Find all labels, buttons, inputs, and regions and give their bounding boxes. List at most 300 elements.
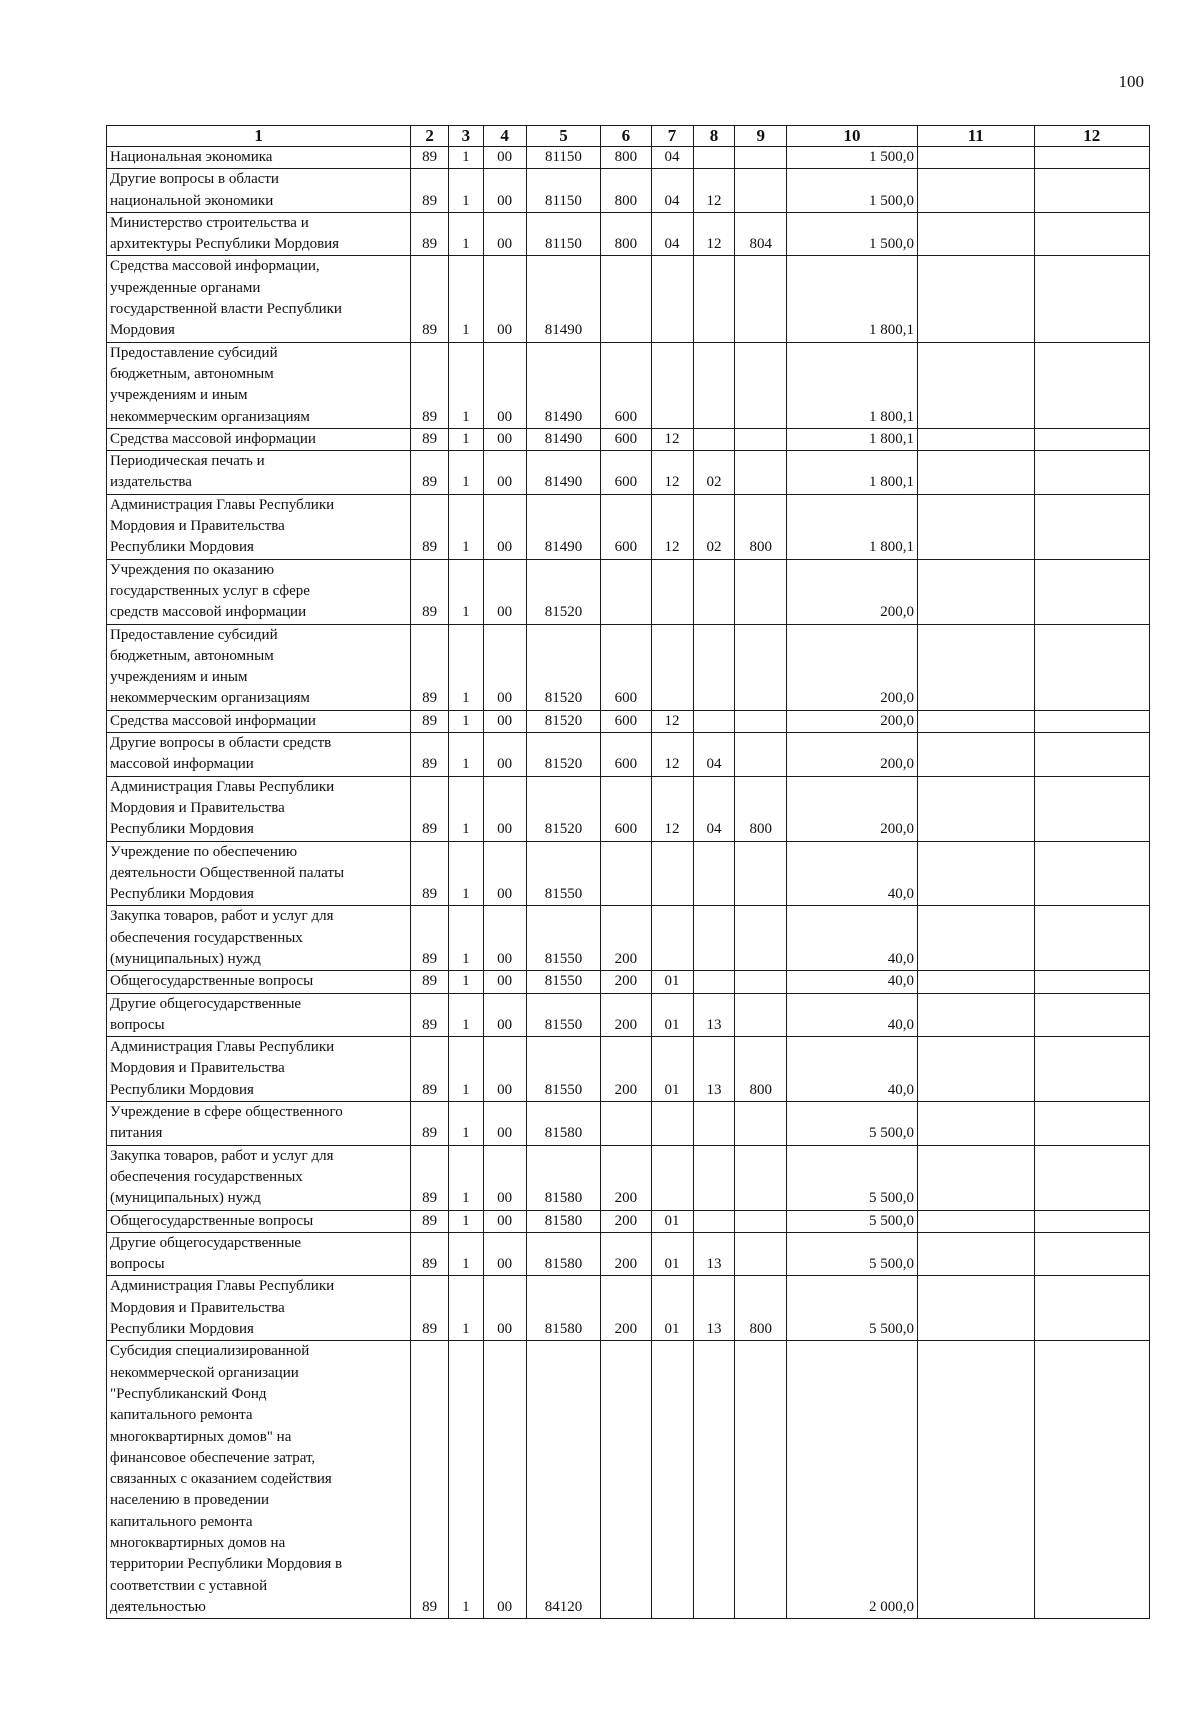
amount-cell: 5 500,0 [786, 1102, 917, 1146]
gp-code-cell: 89 [411, 1232, 449, 1276]
section-cell [651, 1145, 693, 1210]
expense-type-cell: 200 [601, 1037, 651, 1102]
ministry-cell [735, 1232, 786, 1276]
row-name-line: обеспечения государственных [110, 1168, 303, 1185]
main-event-code-cell: 00 [483, 1276, 526, 1341]
expense-type-cell: 200 [601, 1276, 651, 1341]
gp-code-cell: 89 [411, 993, 449, 1037]
table-row [107, 1276, 1150, 1341]
column-12-cell [1034, 451, 1149, 495]
column-11-cell [918, 147, 1034, 169]
table-row [107, 971, 1150, 993]
gp-code-cell: 89 [411, 624, 449, 710]
main-event-code-cell: 00 [483, 147, 526, 169]
table-row [107, 1145, 1150, 1210]
table-row [107, 776, 1150, 841]
direction-code-cell: 81580 [526, 1145, 601, 1210]
column-12-cell [1034, 494, 1149, 559]
row-name-line: Субсидия специализированной [110, 1343, 310, 1360]
ministry-cell [735, 733, 786, 777]
direction-code-cell: 81490 [526, 342, 601, 428]
row-name-cell [107, 1210, 411, 1232]
subsection-cell: 13 [693, 993, 735, 1037]
column-12-cell [1034, 559, 1149, 624]
row-name-line: некоммерческой организации [110, 1364, 299, 1381]
subprogram-code-cell: 1 [449, 733, 484, 777]
direction-code-cell: 84120 [526, 1341, 601, 1619]
subsection-cell [693, 971, 735, 993]
row-name-line: средств массовой информации [110, 604, 307, 621]
subprogram-code-cell: 1 [449, 971, 484, 993]
direction-code-cell: 81580 [526, 1102, 601, 1146]
row-name-line: Мордовия и Правительства [110, 1299, 285, 1316]
section-cell [651, 841, 693, 906]
amount-cell: 1 500,0 [786, 147, 917, 169]
ministry-cell [735, 147, 786, 169]
ministry-cell [735, 451, 786, 495]
expense-type-cell: 600 [601, 710, 651, 732]
main-event-code-cell: 00 [483, 428, 526, 450]
ministry-cell: 800 [735, 1276, 786, 1341]
main-event-code-cell: 00 [483, 256, 526, 342]
column-11-cell [918, 971, 1034, 993]
section-cell: 12 [651, 733, 693, 777]
table-row [107, 841, 1150, 906]
table-row [107, 710, 1150, 732]
main-event-code-cell: 00 [483, 1232, 526, 1276]
direction-code-cell: 81550 [526, 993, 601, 1037]
ministry-cell [735, 1102, 786, 1146]
subsection-cell [693, 710, 735, 732]
section-cell: 04 [651, 169, 693, 213]
column-header-6: 6 [601, 126, 651, 147]
direction-code-cell: 81580 [526, 1210, 601, 1232]
ministry-cell [735, 710, 786, 732]
row-name-line: вопросы [110, 1256, 165, 1273]
main-event-code-cell: 00 [483, 169, 526, 213]
subprogram-code-cell: 1 [449, 559, 484, 624]
row-name-line: вопросы [110, 1016, 165, 1033]
table-row [107, 212, 1150, 256]
column-12-cell [1034, 1232, 1149, 1276]
expense-type-cell [601, 559, 651, 624]
main-event-code-cell: 00 [483, 1037, 526, 1102]
row-name-line: Средства массовой информации [110, 430, 316, 447]
subsection-cell: 12 [693, 212, 735, 256]
row-name-line: бюджетным, автономным [110, 365, 274, 382]
table-row [107, 1341, 1150, 1619]
main-event-code-cell: 00 [483, 993, 526, 1037]
column-12-cell [1034, 428, 1149, 450]
table-row [107, 428, 1150, 450]
column-12-cell [1034, 906, 1149, 971]
main-event-code-cell: 00 [483, 1145, 526, 1210]
row-name-line: Общегосударственные вопросы [110, 973, 314, 990]
ministry-cell [735, 624, 786, 710]
subsection-cell [693, 559, 735, 624]
section-cell: 01 [651, 1210, 693, 1232]
ministry-cell: 800 [735, 494, 786, 559]
row-name-cell [107, 624, 411, 710]
subprogram-code-cell: 1 [449, 1341, 484, 1619]
column-header-7: 7 [651, 126, 693, 147]
column-11-cell [918, 1276, 1034, 1341]
ministry-cell: 800 [735, 776, 786, 841]
amount-cell: 40,0 [786, 841, 917, 906]
subsection-cell: 04 [693, 733, 735, 777]
column-11-cell [918, 710, 1034, 732]
section-cell: 01 [651, 1276, 693, 1341]
row-name-cell [107, 1102, 411, 1146]
gp-code-cell: 89 [411, 971, 449, 993]
table-row [107, 1232, 1150, 1276]
column-11-cell [918, 1102, 1034, 1146]
section-cell [651, 342, 693, 428]
row-name-line: питания [110, 1125, 163, 1142]
gp-code-cell: 89 [411, 147, 449, 169]
column-header-9: 9 [735, 126, 786, 147]
row-name-line: национальной экономики [110, 192, 274, 209]
direction-code-cell: 81520 [526, 559, 601, 624]
gp-code-cell: 89 [411, 212, 449, 256]
column-11-cell [918, 993, 1034, 1037]
direction-code-cell: 81520 [526, 733, 601, 777]
direction-code-cell: 81580 [526, 1232, 601, 1276]
row-name-line: Мордовия [110, 322, 175, 339]
direction-code-cell: 81550 [526, 971, 601, 993]
gp-code-cell: 89 [411, 1341, 449, 1619]
section-cell: 12 [651, 710, 693, 732]
row-name-line: финансовое обеспечение затрат, [110, 1449, 316, 1466]
column-12-cell [1034, 1037, 1149, 1102]
subprogram-code-cell: 1 [449, 147, 484, 169]
table-row [107, 342, 1150, 428]
column-12-cell [1034, 710, 1149, 732]
section-cell [651, 559, 693, 624]
column-header-5: 5 [526, 126, 601, 147]
row-name-line: соответствии с уставной [110, 1577, 268, 1594]
row-name-cell [107, 776, 411, 841]
row-name-line: Другие вопросы в области [110, 171, 279, 188]
column-11-cell [918, 559, 1034, 624]
expense-type-cell: 800 [601, 147, 651, 169]
main-event-code-cell: 00 [483, 710, 526, 732]
column-12-cell [1034, 342, 1149, 428]
column-11-cell [918, 494, 1034, 559]
direction-code-cell: 81550 [526, 1037, 601, 1102]
row-name-cell [107, 993, 411, 1037]
subprogram-code-cell: 1 [449, 169, 484, 213]
column-11-cell [918, 906, 1034, 971]
row-name-line: учрежденные органами [110, 279, 261, 296]
section-cell [651, 1341, 693, 1619]
subprogram-code-cell: 1 [449, 1210, 484, 1232]
amount-cell: 1 800,1 [786, 451, 917, 495]
row-name-line: (муниципальных) нужд [110, 950, 261, 967]
row-name-line: архитектуры Республики Мордовия [110, 236, 340, 253]
row-name-line: Мордовия и Правительства [110, 518, 285, 535]
amount-cell: 1 800,1 [786, 256, 917, 342]
page-number: 100 [1118, 72, 1144, 91]
row-name-cell [107, 212, 411, 256]
subprogram-code-cell: 1 [449, 451, 484, 495]
table-body [107, 147, 1150, 1619]
gp-code-cell: 89 [411, 1210, 449, 1232]
subprogram-code-cell: 1 [449, 841, 484, 906]
main-event-code-cell: 00 [483, 212, 526, 256]
amount-cell: 200,0 [786, 776, 917, 841]
row-name-line: учреждениям и иным [110, 669, 248, 686]
subprogram-code-cell: 1 [449, 624, 484, 710]
column-11-cell [918, 841, 1034, 906]
row-name-line: Средства массовой информации, [110, 258, 320, 275]
main-event-code-cell: 00 [483, 733, 526, 777]
column-12-cell [1034, 971, 1149, 993]
column-12-cell [1034, 169, 1149, 213]
gp-code-cell: 89 [411, 342, 449, 428]
expense-type-cell: 600 [601, 342, 651, 428]
table-row [107, 1102, 1150, 1146]
column-11-cell [918, 256, 1034, 342]
table-row [107, 906, 1150, 971]
amount-cell: 200,0 [786, 559, 917, 624]
row-name-line: Администрация Главы Республики [110, 496, 335, 513]
subsection-cell [693, 147, 735, 169]
subsection-cell [693, 1210, 735, 1232]
gp-code-cell: 89 [411, 451, 449, 495]
row-name-line: учреждениям и иным [110, 387, 248, 404]
table-row [107, 169, 1150, 213]
column-12-cell [1034, 1210, 1149, 1232]
main-event-code-cell: 00 [483, 971, 526, 993]
amount-cell: 1 800,1 [786, 494, 917, 559]
expense-type-cell: 200 [601, 971, 651, 993]
column-12-cell [1034, 1341, 1149, 1619]
amount-cell: 5 500,0 [786, 1276, 917, 1341]
subprogram-code-cell: 1 [449, 906, 484, 971]
subsection-cell [693, 1102, 735, 1146]
subsection-cell: 13 [693, 1232, 735, 1276]
row-name-line: Национальная экономика [110, 149, 273, 165]
column-11-cell [918, 169, 1034, 213]
subprogram-code-cell: 1 [449, 1276, 484, 1341]
subsection-cell: 04 [693, 776, 735, 841]
row-name-cell [107, 428, 411, 450]
main-event-code-cell: 00 [483, 342, 526, 428]
row-name-line: Администрация Главы Республики [110, 778, 335, 795]
column-12-cell [1034, 776, 1149, 841]
row-name-cell [107, 1145, 411, 1210]
row-name-line: Предоставление субсидий [110, 344, 278, 361]
column-12-cell [1034, 212, 1149, 256]
gp-code-cell: 89 [411, 1276, 449, 1341]
row-name-line: бюджетным, автономным [110, 647, 274, 664]
expense-type-cell [601, 1341, 651, 1619]
direction-code-cell: 81580 [526, 1276, 601, 1341]
direction-code-cell: 81490 [526, 494, 601, 559]
ministry-cell [735, 906, 786, 971]
table-row [107, 1037, 1150, 1102]
budget-table [106, 125, 1150, 1619]
row-name-line: капитального ремонта [110, 1407, 253, 1424]
gp-code-cell: 89 [411, 494, 449, 559]
row-name-line: Другие вопросы в области средств [110, 735, 332, 752]
direction-code-cell: 81550 [526, 906, 601, 971]
subsection-cell [693, 1145, 735, 1210]
table-row [107, 451, 1150, 495]
expense-type-cell: 800 [601, 169, 651, 213]
gp-code-cell: 89 [411, 841, 449, 906]
row-name-cell [107, 971, 411, 993]
column-header-12: 12 [1034, 126, 1149, 147]
column-11-cell [918, 451, 1034, 495]
subsection-cell [693, 841, 735, 906]
main-event-code-cell: 00 [483, 494, 526, 559]
column-11-cell [918, 342, 1034, 428]
subprogram-code-cell: 1 [449, 256, 484, 342]
row-name-cell [107, 169, 411, 213]
row-name-line: Мордовия и Правительства [110, 799, 285, 816]
direction-code-cell: 81520 [526, 624, 601, 710]
subprogram-code-cell: 1 [449, 428, 484, 450]
row-name-line: связанных с оказанием содействия [110, 1471, 332, 1488]
amount-cell: 200,0 [786, 624, 917, 710]
ministry-cell [735, 256, 786, 342]
section-cell [651, 624, 693, 710]
ministry-cell [735, 428, 786, 450]
subsection-cell: 13 [693, 1037, 735, 1102]
row-name-line: Учреждение в сфере общественного [110, 1104, 343, 1121]
amount-cell: 2 000,0 [786, 1341, 917, 1619]
expense-type-cell: 600 [601, 733, 651, 777]
amount-cell: 5 500,0 [786, 1145, 917, 1210]
row-name-cell [107, 710, 411, 732]
gp-code-cell: 89 [411, 256, 449, 342]
row-name-line: Закупка товаров, работ и услуг для [110, 908, 334, 925]
row-name-cell [107, 1037, 411, 1102]
subsection-cell: 12 [693, 169, 735, 213]
table-row [107, 559, 1150, 624]
amount-cell: 40,0 [786, 993, 917, 1037]
row-name-cell [107, 733, 411, 777]
row-name-line: (муниципальных) нужд [110, 1190, 261, 1207]
expense-type-cell [601, 1102, 651, 1146]
ministry-cell [735, 841, 786, 906]
subprogram-code-cell: 1 [449, 1102, 484, 1146]
expense-type-cell: 600 [601, 451, 651, 495]
amount-cell: 200,0 [786, 710, 917, 732]
main-event-code-cell: 00 [483, 906, 526, 971]
subsection-cell [693, 256, 735, 342]
subprogram-code-cell: 1 [449, 776, 484, 841]
gp-code-cell: 89 [411, 906, 449, 971]
main-event-code-cell: 00 [483, 451, 526, 495]
amount-cell: 5 500,0 [786, 1232, 917, 1276]
row-name-line: Мордовия и Правительства [110, 1060, 285, 1077]
row-name-line: многоквартирных домов на [110, 1535, 286, 1551]
gp-code-cell: 89 [411, 169, 449, 213]
ministry-cell [735, 993, 786, 1037]
expense-type-cell: 200 [601, 1210, 651, 1232]
ministry-cell [735, 342, 786, 428]
section-cell: 04 [651, 147, 693, 169]
amount-cell: 1 800,1 [786, 342, 917, 428]
column-12-cell [1034, 993, 1149, 1037]
column-header-8: 8 [693, 126, 735, 147]
gp-code-cell: 89 [411, 1102, 449, 1146]
column-header-10: 10 [786, 126, 917, 147]
expense-type-cell [601, 256, 651, 342]
expense-type-cell: 200 [601, 906, 651, 971]
row-name-line: Общегосударственные вопросы [110, 1212, 314, 1229]
row-name-line: Другие общегосударственные [110, 995, 302, 1012]
subprogram-code-cell: 1 [449, 494, 484, 559]
row-name-line: Администрация Главы Республики [110, 1278, 335, 1295]
column-12-cell [1034, 624, 1149, 710]
column-11-cell [918, 1145, 1034, 1210]
subsection-cell [693, 906, 735, 971]
direction-code-cell: 81150 [526, 169, 601, 213]
direction-code-cell: 81150 [526, 147, 601, 169]
subprogram-code-cell: 1 [449, 993, 484, 1037]
column-12-cell [1034, 147, 1149, 169]
direction-code-cell: 81490 [526, 451, 601, 495]
section-cell: 01 [651, 1037, 693, 1102]
amount-cell: 1 500,0 [786, 212, 917, 256]
column-12-cell [1034, 1145, 1149, 1210]
row-name-cell [107, 451, 411, 495]
expense-type-cell: 600 [601, 776, 651, 841]
amount-cell: 40,0 [786, 1037, 917, 1102]
column-11-cell [918, 733, 1034, 777]
table-row [107, 1210, 1150, 1232]
direction-code-cell: 81520 [526, 776, 601, 841]
row-name-line: деятельностью [110, 1598, 206, 1615]
direction-code-cell: 81490 [526, 256, 601, 342]
amount-cell: 1 800,1 [786, 428, 917, 450]
row-name-line: Периодическая печать и [110, 453, 265, 470]
row-name-line: территории Республики Мордовия в [110, 1556, 343, 1573]
expense-type-cell [601, 841, 651, 906]
row-name-line: Республики Мордовия [110, 1321, 254, 1338]
column-11-cell [918, 624, 1034, 710]
amount-cell: 5 500,0 [786, 1210, 917, 1232]
ministry-cell [735, 1210, 786, 1232]
row-name-cell [107, 1341, 411, 1619]
column-12-cell [1034, 1102, 1149, 1146]
row-name-line: Средства массовой информации [110, 712, 316, 729]
gp-code-cell: 89 [411, 559, 449, 624]
gp-code-cell: 89 [411, 1145, 449, 1210]
row-name-line: Закупка товаров, работ и услуг для [110, 1147, 334, 1164]
row-name-line: Другие общегосударственные [110, 1234, 302, 1251]
gp-code-cell: 89 [411, 776, 449, 841]
subsection-cell [693, 1341, 735, 1619]
section-cell [651, 256, 693, 342]
ministry-cell [735, 559, 786, 624]
row-name-line: капитального ремонта [110, 1513, 253, 1530]
column-11-cell [918, 1232, 1034, 1276]
column-11-cell [918, 212, 1034, 256]
main-event-code-cell: 00 [483, 776, 526, 841]
row-name-line: Министерство строительства и [110, 214, 309, 231]
row-name-cell [107, 906, 411, 971]
amount-cell: 40,0 [786, 971, 917, 993]
column-header-11: 11 [918, 126, 1034, 147]
section-cell [651, 906, 693, 971]
main-event-code-cell: 00 [483, 624, 526, 710]
column-12-cell [1034, 256, 1149, 342]
